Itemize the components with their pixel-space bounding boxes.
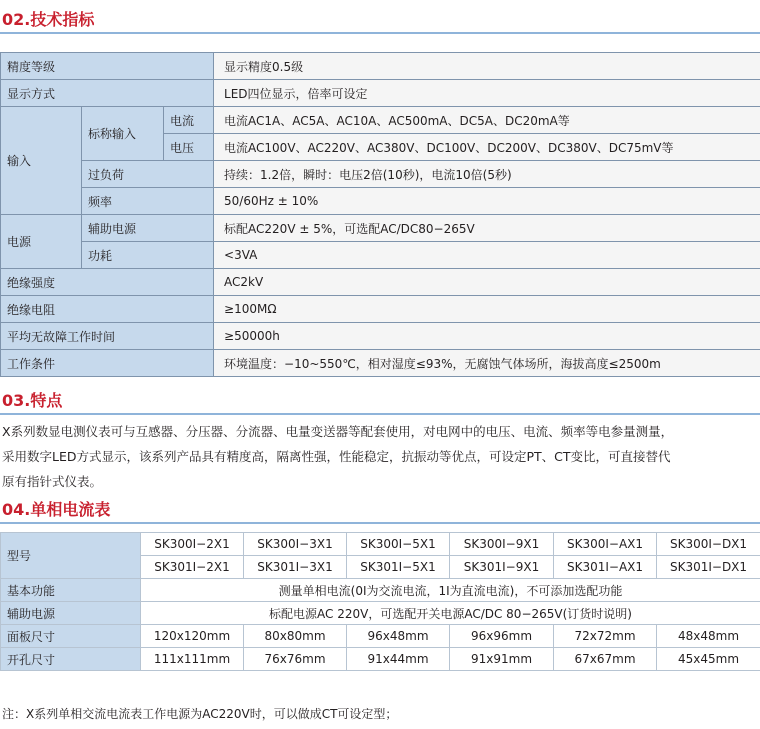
spec-value: <3VA [214,242,760,269]
aux-power-label: 辅助电源 [1,602,141,625]
spec-label: 绝缘电阻 [1,296,214,323]
table-row [1,242,760,269]
spec-value: LED四位显示，倍率可设定 [214,80,760,107]
model-cell: SK300I−DX1 [657,533,760,556]
spec-label: 精度等级 [1,53,214,80]
table-row [1,648,760,671]
section-divider [0,413,760,415]
section-divider [0,522,760,524]
table-row [1,53,760,80]
spec-value: ≥50000h [214,323,760,350]
spec-label-input: 输入 [1,107,82,215]
panel-size-label: 面板尺寸 [1,625,141,648]
table-row [1,215,760,242]
table-row [1,625,760,648]
spec-value: 50/60Hz ± 10% [214,188,760,215]
model-cell: SK300I−2X1 [141,533,244,556]
table-row [1,107,760,134]
section-header-ammeter [0,494,760,524]
spec-value: ≥100MΩ [214,296,760,323]
model-cell: SK301I−5X1 [347,556,450,579]
spec-label: 绝缘强度 [1,269,214,296]
panel-size-cell: 120x120mm [141,625,244,648]
panel-size-cell: 96x96mm [450,625,554,648]
section-header-features [0,385,760,415]
cutout-size-cell: 91x44mm [347,648,450,671]
spec-value: 电流AC1A、AC5A、AC10A、AC500mA、DC5A、DC20mA等 [214,107,760,134]
spec-value: 电流AC100V、AC220V、AC380V、DC100V、DC200V、DC380V、DC75mV等 [214,134,760,161]
model-cell: SK300I−9X1 [450,533,554,556]
model-cell: SK301I−DX1 [657,556,760,579]
paragraph-line: 原有指针式仪表。 [2,474,103,489]
model-label: 型号 [1,533,141,579]
spec-value: 持续：1.2倍，瞬时：电压2倍(10秒)，电流10倍(5秒) [214,161,760,188]
function-label: 基本功能 [1,579,141,602]
spec-label-power: 电源 [1,215,82,269]
spec-label-consumption: 功耗 [82,242,214,269]
model-table [0,532,760,671]
table-row [1,188,760,215]
cutout-size-cell: 76x76mm [244,648,347,671]
cutout-size-cell: 45x45mm [657,648,760,671]
paragraph-line: X系列数显电测仪表可与互感器、分压器、分流器、电量变送器等配套使用，对电网中的电压、电流、频率等电参量测量， [2,424,674,439]
aux-power-value: 标配电源AC 220V，可选配开关电源AC/DC 80−265V(订货时说明) [141,602,760,625]
spec-label-voltage: 电压 [164,134,214,161]
spec-value: 显示精度0.5级 [214,53,760,80]
panel-size-cell: 80x80mm [244,625,347,648]
panel-size-cell: 72x72mm [554,625,657,648]
function-value: 测量单相电流(0I为交流电流，1I为直流电流)，不可添加选配功能 [141,579,760,602]
model-cell: SK300I−AX1 [554,533,657,556]
model-cell: SK300I−5X1 [347,533,450,556]
section-title: 02.技术指标 [2,10,95,29]
spec-label-aux-power: 辅助电源 [82,215,214,242]
cutout-size-cell: 67x67mm [554,648,657,671]
section-header-specs [0,4,760,34]
panel-size-cell: 48x48mm [657,625,760,648]
panel-size-cell: 96x48mm [347,625,450,648]
spec-label: 工作条件 [1,350,214,377]
table-row [1,323,760,350]
table-row [1,579,760,602]
spec-label: 显示方式 [1,80,214,107]
spec-table [0,52,760,377]
table-row [1,533,760,556]
spec-label-current: 电流 [164,107,214,134]
cutout-size-label: 开孔尺寸 [1,648,141,671]
table-row [1,602,760,625]
cutout-size-cell: 111x111mm [141,648,244,671]
table-row [1,80,760,107]
spec-label-overload: 过负荷 [82,161,214,188]
model-cell: SK301I−3X1 [244,556,347,579]
model-cell: SK301I−2X1 [141,556,244,579]
footnote: 注：X系列单相交流电流表工作电源为AC220V时，可以做成CT可设定型； [2,707,398,721]
cutout-size-cell: 91x91mm [450,648,554,671]
section-divider [0,32,760,34]
spec-value: 标配AC220V ± 5%，可选配AC/DC80−265V [214,215,760,242]
table-row [1,161,760,188]
table-row [1,350,760,377]
spec-value: AC2kV [214,269,760,296]
table-row [1,269,760,296]
features-paragraph [2,419,758,494]
section-title: 04.单相电流表 [2,500,111,519]
spec-value: 环境温度：−10~550℃，相对湿度≤93%，无腐蚀气体场所，海拔高度≤2500m [214,350,760,377]
spec-label-nominal-input: 标称输入 [82,107,164,161]
paragraph-line: 采用数字LED方式显示，该系列产品具有精度高，隔离性强，性能稳定，抗振动等优点，可设定PT、CT变比，可直接替代 [2,449,671,464]
model-cell: SK301I−9X1 [450,556,554,579]
model-cell: SK300I−3X1 [244,533,347,556]
section-title: 03.特点 [2,391,63,410]
table-row [1,296,760,323]
spec-label-frequency: 频率 [82,188,214,215]
model-cell: SK301I−AX1 [554,556,657,579]
spec-label: 平均无故障工作时间 [1,323,214,350]
